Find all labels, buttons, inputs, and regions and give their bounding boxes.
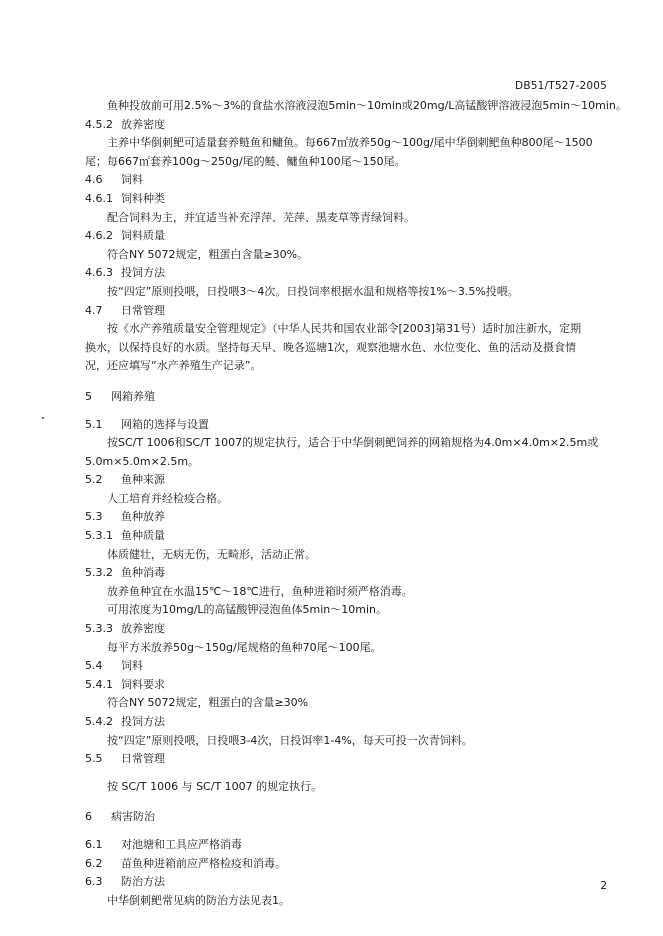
section-title: 鱼种消毒 bbox=[121, 566, 165, 580]
section-title: 饲料要求 bbox=[121, 677, 165, 691]
paragraph-line: 中华倒刺鲃常见病的防治方法见表1。 bbox=[107, 893, 290, 907]
section-heading-6-1 bbox=[85, 836, 615, 855]
section-title: 投饲方法 bbox=[121, 266, 165, 280]
section-heading-4-6-2 bbox=[85, 227, 615, 246]
section-title: 放养密度 bbox=[121, 117, 165, 131]
section-title: 日常管理 bbox=[121, 752, 165, 766]
section-title: 日常管理 bbox=[121, 303, 165, 317]
paragraph-line: 鱼种投放前可用2.5%～3%的食盐水溶液浸泡5min～10min或20mg/L高锰酸钾溶液浸泡5min～10min。 bbox=[107, 99, 627, 112]
section-heading-5-4-1 bbox=[85, 676, 615, 695]
section-heading-4-5-2 bbox=[85, 116, 615, 135]
paragraph-line: 体质健壮，无病无伤，无畸形，活动正常。 bbox=[107, 547, 316, 561]
section-heading-4-7 bbox=[85, 302, 615, 321]
section-number: 5.4.1 bbox=[85, 677, 113, 691]
paragraph-line: 按“四定”原则投喂，日投喂3～4次。日投饲率根据水温和规格等按1%～3.5%投喂。 bbox=[107, 284, 519, 298]
document-id-header: DB51/T527-2005 bbox=[515, 80, 607, 92]
paragraph-line: 可用浓度为10mg/L的高锰酸钾浸泡鱼体5min～10min。 bbox=[107, 603, 388, 617]
paragraph-line: 况，还应填写“水产养殖生产记录”。 bbox=[85, 359, 262, 373]
section-number: 5.3.2 bbox=[85, 566, 113, 580]
section-number: 5.4 bbox=[85, 659, 103, 673]
section-number: 5.5 bbox=[85, 752, 103, 766]
section-number: 4.6 bbox=[85, 173, 103, 187]
paragraph-line: 按《水产养殖质量安全管理规定》（中华人民共和国农业部令[2003]第31号）适时加注新水，定期 bbox=[107, 322, 582, 336]
section-title: 苗鱼种进箱前应严格检疫和消毒。 bbox=[121, 856, 286, 870]
paragraph-line: 每平方米放养50g～150g/尾规格的鱼种70尾～100尾。 bbox=[107, 640, 382, 654]
section-heading-5-1 bbox=[85, 416, 615, 435]
section-title: 网箱养殖 bbox=[111, 389, 155, 403]
section-number: 4.6.3 bbox=[85, 266, 113, 280]
paragraph-line: 换水，以保持良好的水质。坚持每天早、晚各巡塘1次，观察池塘水色、水位变化、鱼的活动及摄食情 bbox=[85, 340, 576, 354]
section-title: 对池塘和工具应严格消毒 bbox=[121, 837, 242, 851]
section-heading-5-3 bbox=[85, 508, 615, 527]
paragraph-line: 人工培育并经检疫合格。 bbox=[107, 491, 228, 505]
paragraph-line: 按“四定”原则投喂，日投喂3-4次，日投饵率1-4%，每天可投一次青饲料。 bbox=[107, 733, 473, 747]
section-number: 5.2 bbox=[85, 473, 103, 487]
paragraph-line: 符合NY 5072规定，粗蛋白含量≥30%。 bbox=[107, 247, 309, 261]
section-number: 5.1 bbox=[85, 417, 103, 431]
section-heading-5-5 bbox=[85, 750, 615, 769]
section-title: 放养密度 bbox=[121, 622, 165, 636]
scan-speck bbox=[42, 417, 44, 419]
section-heading-5-3-2 bbox=[85, 564, 615, 583]
section-number: 5 bbox=[85, 389, 92, 403]
section-heading-6 bbox=[85, 808, 615, 827]
section-number: 4.5.2 bbox=[85, 117, 113, 131]
section-heading-4-6-1 bbox=[85, 190, 615, 209]
section-title: 网箱的选择与设置 bbox=[121, 417, 209, 431]
section-number: 6 bbox=[85, 810, 92, 824]
section-heading-5-3-1 bbox=[85, 527, 615, 546]
section-heading-5 bbox=[85, 388, 615, 407]
paragraph-line: 放养鱼种宜在水温15℃～18℃进行，鱼种进箱时须严格消毒。 bbox=[107, 584, 413, 598]
section-number: 5.3.1 bbox=[85, 529, 113, 543]
page-number: 2 bbox=[600, 880, 607, 892]
section-number: 6.1 bbox=[85, 837, 103, 851]
section-heading-6-2 bbox=[85, 855, 615, 874]
section-heading-4-6-3 bbox=[85, 264, 615, 283]
section-title: 鱼种质量 bbox=[121, 529, 165, 543]
section-number: 4.7 bbox=[85, 303, 103, 317]
section-title: 饲料种类 bbox=[121, 191, 165, 205]
section-title: 投饲方法 bbox=[121, 715, 165, 728]
section-number: 5.3.3 bbox=[85, 622, 113, 636]
paragraph-line: 按SC/T 1006和SC/T 1007的规定执行，适合于中华倒刺鲃饲养的网箱规格为4.0m×4.0m×2.5m或 bbox=[107, 436, 599, 450]
section-title: 病害防治 bbox=[111, 810, 155, 824]
section-heading-5-4 bbox=[85, 657, 615, 676]
paragraph-line: 主养中华倒刺鲃可适量套养鲢鱼和鳙鱼。每667㎡放养50g～100g/尾中华倒刺鲃鱼种800尾～1500 bbox=[107, 136, 593, 150]
section-number: 6.3 bbox=[85, 875, 103, 889]
section-title: 饲料 bbox=[121, 659, 143, 673]
section-number: 6.2 bbox=[85, 856, 103, 870]
section-title: 饲料 bbox=[121, 173, 143, 187]
section-title: 饲料质量 bbox=[121, 229, 165, 243]
section-heading-5-3-3 bbox=[85, 620, 615, 639]
paragraph-line: 尾；每667㎡套养100g～250g/尾的鲢、鳙鱼种100尾～150尾。 bbox=[85, 154, 406, 168]
section-number: 4.6.2 bbox=[85, 229, 113, 243]
section-title: 防治方法 bbox=[121, 875, 165, 889]
paragraph-line: 配合饲料为主，并宜适当补充浮萍、芜萍、黑麦草等青绿饲料。 bbox=[107, 210, 415, 224]
section-heading-5-2 bbox=[85, 471, 615, 490]
section-title: 鱼种放养 bbox=[121, 510, 165, 524]
section-heading-6-3 bbox=[85, 873, 615, 892]
section-heading-4-6 bbox=[85, 171, 615, 190]
section-heading-5-4-2 bbox=[85, 713, 615, 732]
paragraph-line: 5.0m×5.0m×2.5m。 bbox=[85, 454, 200, 468]
section-number: 4.6.1 bbox=[85, 191, 113, 205]
section-number: 5.3 bbox=[85, 510, 103, 524]
paragraph-line: 按 SC/T 1006 与 SC/T 1007 的规定执行。 bbox=[107, 779, 323, 793]
section-number: 5.4.2 bbox=[85, 715, 113, 728]
paragraph-line: 符合NY 5072规定，粗蛋白的含量≥30% bbox=[107, 696, 309, 710]
section-title: 鱼种来源 bbox=[121, 473, 165, 487]
document-body bbox=[85, 97, 627, 910]
